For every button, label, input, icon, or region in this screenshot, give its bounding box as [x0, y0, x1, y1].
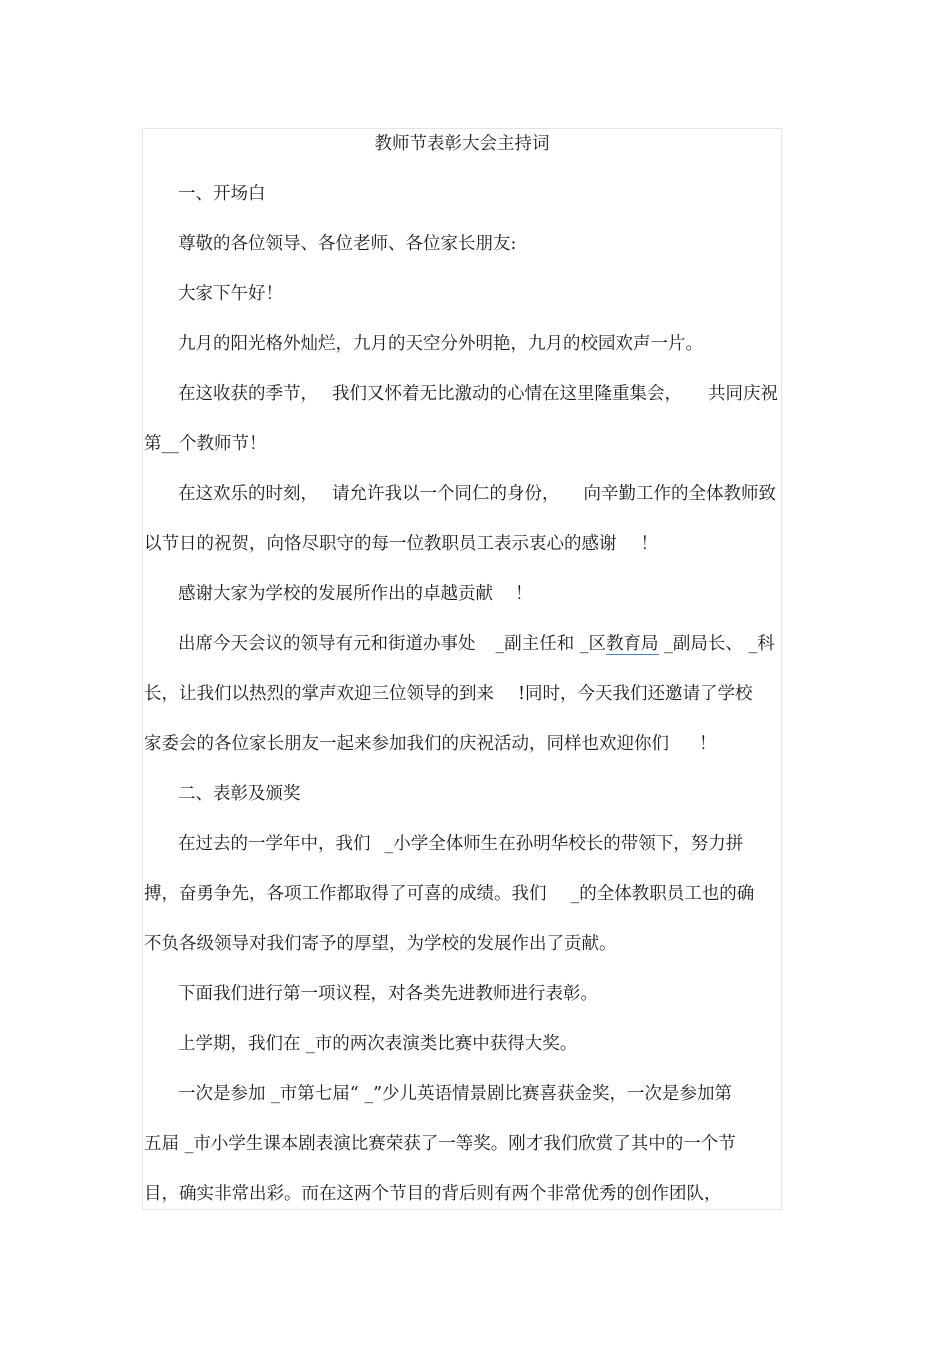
paragraph-leaders-cont	[144, 682, 784, 706]
text-fragment: ！	[699, 734, 717, 754]
text-fragment: _的全体教职员工也的确	[570, 884, 755, 904]
text-fragment: 家委会的各位家长朋友一起来参加我们的庆祝活动，同样也欢迎你们	[144, 734, 669, 754]
paragraph-competitions-cont-2: 目，确实非常出彩。而在这两个节目的背后则有两个非常优秀的创作团队，	[144, 1184, 722, 1204]
paragraph-past-year-cont-2: 不负各级领导对我们寄予的厚望，为学校的发展作出了贡献。	[144, 934, 617, 954]
text-fragment: 在这欢乐的时刻，	[178, 484, 318, 504]
text-fragment: 在过去的一学年中，我们	[178, 834, 371, 854]
paragraph-good-afternoon: 大家下午好！	[178, 284, 283, 304]
document-title: 教师节表彰大会主持词	[374, 134, 550, 154]
paragraph-past-year-cont	[144, 882, 784, 906]
text-fragment: ！	[515, 584, 533, 604]
text-fragment: 感谢大家为学校的发展所作出的卓越贡献	[178, 584, 493, 604]
text-fragment: 教育局	[606, 634, 659, 654]
text-fragment: !同时，今天我们还邀请了学校	[518, 684, 753, 704]
text-fragment: 出席今天会议的领导有元和街道办事处	[178, 634, 476, 654]
paragraph-september: 九月的阳光格外灿烂，九月的天空分外明艳，九月的校园欢声一片。	[178, 334, 703, 354]
section-heading-opening: 一、开场白	[178, 184, 266, 204]
text-fragment: 共同庆祝	[708, 384, 778, 404]
paragraph-joyful-moment-cont	[144, 532, 784, 556]
paragraph-competitions-cont: 五届 _市小学生课本剧表演比赛荣获了一等奖。刚才我们欣赏了其中的一个节	[144, 1134, 736, 1154]
paragraph-competitions: 一次是参加 _市第七届“ _”少儿英语情景剧比赛喜获金奖，一次是参加第	[178, 1084, 733, 1104]
text-fragment: _副主任和 _区	[495, 634, 607, 654]
paragraph-greeting: 尊敬的各位领导、各位老师、各位家长朋友:	[178, 234, 517, 254]
text-fragment: 向辛勤工作的全体教师致	[583, 484, 776, 504]
text-fragment: 长，让我们以热烈的掌声欢迎三位领导的到来	[144, 684, 494, 704]
paragraph-harvest	[178, 382, 784, 406]
text-fragment: _副局长、 _科	[658, 634, 775, 654]
text-fragment: 请允许我以一个同仁的身份，	[332, 484, 560, 504]
paragraph-leaders	[178, 632, 784, 656]
text-fragment: 搏，奋勇争先，各项工作都取得了可喜的成绩。我们	[144, 884, 547, 904]
paragraph-last-semester: 上学期，我们在 _市的两次表演类比赛中获得大奖。	[178, 1034, 578, 1054]
paragraph-harvest-cont: 第__个教师节！	[144, 434, 267, 454]
section-heading-awards: 二、表彰及颁奖	[178, 784, 301, 804]
paragraph-past-year	[178, 832, 784, 856]
text-fragment: _小学全体师生在孙明华校长的带领下，努力拼	[384, 834, 744, 854]
text-fragment: 以节日的祝贺，向恪尽职守的每一位教职员工表示衷心的感谢	[144, 534, 617, 554]
paragraph-joyful-moment	[178, 482, 784, 506]
text-fragment: 在这收获的季节，	[178, 384, 318, 404]
paragraph-thanks	[178, 582, 784, 606]
paragraph-leaders-cont-2	[144, 732, 784, 756]
text-fragment: ！	[640, 534, 658, 554]
paragraph-agenda: 下面我们进行第一项议程，对各类先进教师进行表彰。	[178, 984, 598, 1004]
text-fragment: 我们又怀着无比激动的心情在这里隆重集会，	[332, 384, 682, 404]
